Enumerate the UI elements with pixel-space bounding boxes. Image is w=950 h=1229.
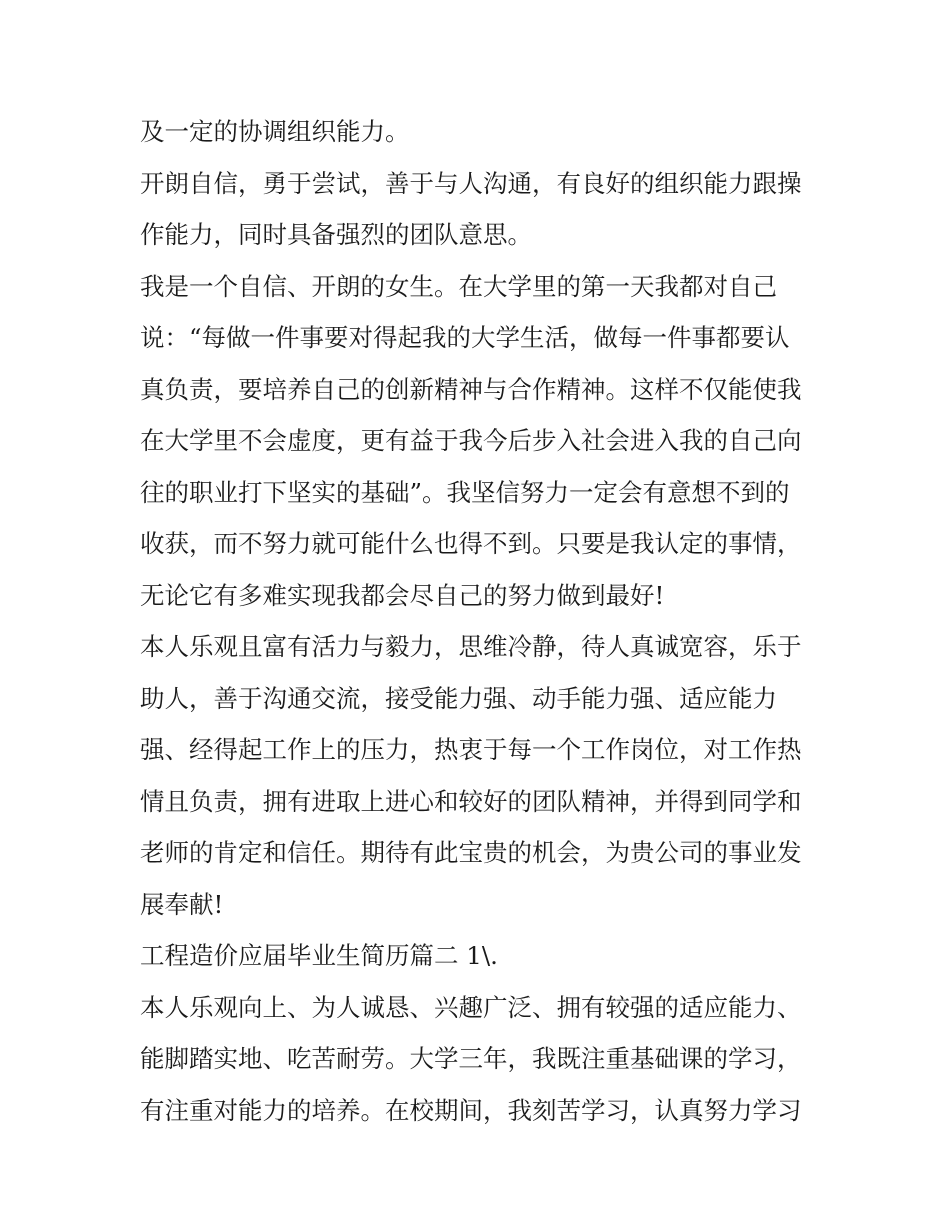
text-line: 往的职业打下坚实的基础”。我坚信努力一定会有意想不到的 [140, 477, 790, 507]
text-line: 本人乐观向上、为人诚恳、兴趣广泛、拥有较强的适应能力、 [140, 992, 802, 1022]
text-line: 无论它有多难实现我都会尽自己的努力做到最好! [140, 580, 665, 610]
text-line: 情且负责，拥有进取上进心和较好的团队精神，并得到同学和 [140, 786, 802, 816]
text-line: 本人乐观且富有活力与毅力，思维冷静，待人真诚宽容，乐于 [140, 632, 802, 661]
text-line: 开朗自信，勇于尝试，善于与人沟通，有良好的组织能力跟操 [140, 168, 802, 198]
text-line: 说：“每做一件事要对得起我的大学生活，做每一件事都要认 [140, 323, 790, 352]
document-body [140, 106, 820, 1136]
text-line: 在大学里不会虚度，更有益于我今后步入社会进入我的自己向 [140, 426, 802, 455]
text-line: 有注重对能力的培养。在校期间，我刻苦学习，认真努力学习 [140, 1095, 802, 1125]
text-line: 强、经得起工作上的压力，热衷于每一个工作岗位，对工作热 [140, 735, 802, 764]
text-line: 助人，善于沟通交流，接受能力强、动手能力强、适应能力 [140, 683, 777, 713]
text-line: 能脚踏实地、吃苦耐劳。大学三年，我既注重基础课的学习， [140, 1044, 802, 1073]
text-line: 及一定的协调组织能力。 [140, 117, 410, 146]
text-line: 作能力，同时具备强烈的团队意思。 [140, 220, 532, 249]
text-line: 展奉献! [140, 889, 224, 919]
text-line: 老师的肯定和信任。期待有此宝贵的机会，为贵公司的事业发 [140, 838, 802, 867]
section-heading: 工程造价应届毕业生简历篇二 1\. [140, 941, 498, 970]
text-line: 我是一个自信、开朗的女生。在大学里的第一天我都对自己 [140, 271, 777, 301]
text-line: 真负责，要培养自己的创新精神与合作精神。这样不仅能使我 [140, 374, 802, 404]
text-line: 收获，而不努力就可能什么也得不到。只要是我认定的事情， [140, 529, 802, 558]
